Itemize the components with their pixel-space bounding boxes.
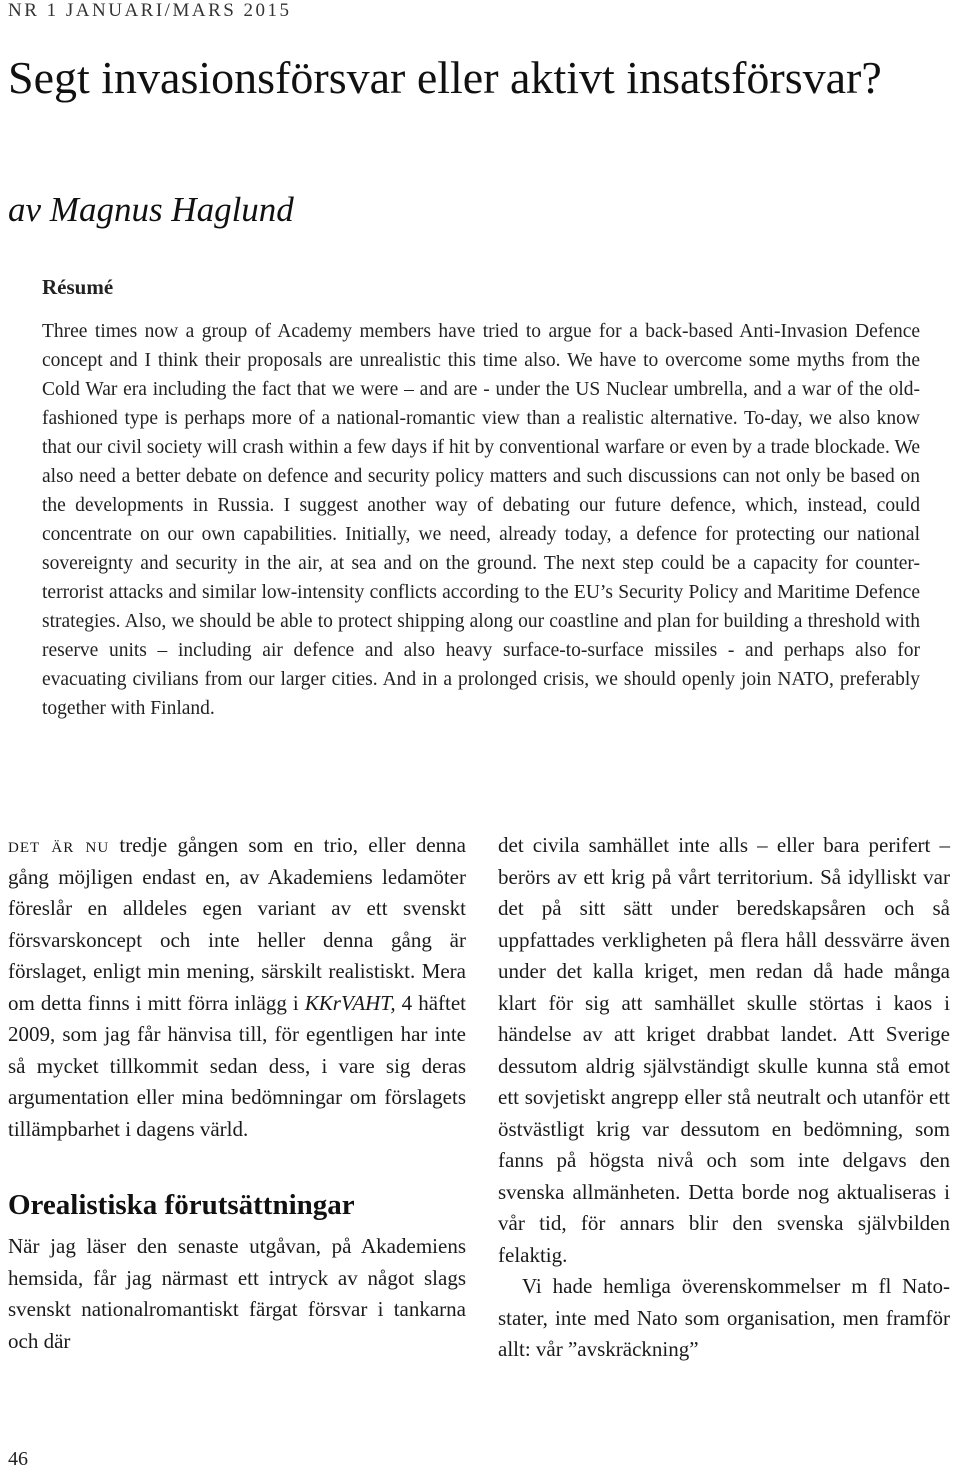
lead-in: det är nu — [8, 833, 110, 857]
body-text: tredje gången som en trio, eller denna gång möjligen endast en, av Akademiens ledamöter föreslår en alldeles egen variant av ett svenskt försvarskoncept och inte heller denna gång är förslaget, enligt min mening, särskilt realistiskt. Mera om detta finns i mitt förra inlägg i — [8, 833, 466, 1015]
section-heading: Orealistiska förutsättningar — [8, 1189, 355, 1221]
body-paragraph: Vi hade hemliga överenskommelser m fl Nato-stater, inte med Nato som organisation, men framför allt: vår ”avskräckning” — [498, 1274, 950, 1361]
article-author: av Magnus Haglund — [8, 190, 294, 229]
page-number: 46 — [8, 1448, 28, 1470]
article-title: Segt invasionsförsvar eller aktivt insatsförsvar? — [8, 52, 882, 103]
body-text: 4 häftet 2009, som jag får hänvisa till, för egentligen har inte så mycket tillkommit sedan dess, i vare sig deras argumentation eller mina bedömningar om förslagets tillämpbarhet i dagens värld. — [8, 990, 466, 1141]
abstract-heading: Résumé — [42, 275, 114, 299]
body-paragraph: När jag läser den senaste utgåvan, på Akademiens hemsida, får jag närmast ett intryck av något slags svenskt nationalromantiskt färgat försvar i tankarna och där — [8, 1234, 466, 1353]
issue-header: NR 1 JANUARI/MARS 2015 — [8, 0, 292, 21]
abstract-text: Three times now a group of Academy members have tried to argue for a back-based Anti-Invasion Defence concept and I think their proposals are unrealistic this time also. We have to overcome some myths from the Cold War era including the fact that we were – and are - under the US Nuclear umbrella, and a war of the old-fashioned type is perhaps more of a national-romantic view than a realistic alternative. To-day, we also know that our civil society will crash within a few days if hit by conventional warfare or even by a trade blockade. We also need a better debate on defence and security policy matters and such discussions can not only be based on the developments in Russia. I suggest another way of debating our future defence, which, instead, could concentrate on our own capabilities. Initially, we need, already today, a defence for protecting our national sovereignty and security in the air, at sea and on the ground. The next step could be a capacity for counter-terrorist attacks and similar low-intensity conflicts according to the EU’s Security Policy and Maritime Defence strategies. Also, we should be able to protect shipping along our coastline and plan for building a threshold with reserve units – including air defence and also heavy surface-to-surface missiles - and perhaps also for evacuating civilians from our larger cities. And in a prolonged crisis, we should openly join NATO, preferably together with Finland. — [42, 321, 920, 719]
body-paragraph: det civila samhället inte alls – eller bara perifert – berörs av ett krig på vårt territorium. Så idylliskt var det på sitt sätt under beredskapsåren och så uppfattades verkligheten på flera håll dessvärre även under det kalla kriget, men redan då hade många klart för sig att samhället skulle störtas i kaos i händelse av att kriget drabbat landet. Att Sverige dessutom aldrig självständigt skulle kunna stå emot ett sovjetiskt angrepp eller stå neutralt och utanför ett östvästligt krig var dessutom en bedömning, som fanns på högsta nivå och som inte delgavs den svenska allmänheten. Detta borde nog aktualiseras i vår tid, för annars blir den svenska självbilden felaktig. — [498, 833, 950, 1267]
body-column-right — [498, 830, 950, 1366]
body-column-left — [8, 830, 466, 1357]
journal-name: KKrVAHT, — [304, 990, 396, 1015]
body-paragraph — [8, 830, 466, 1145]
